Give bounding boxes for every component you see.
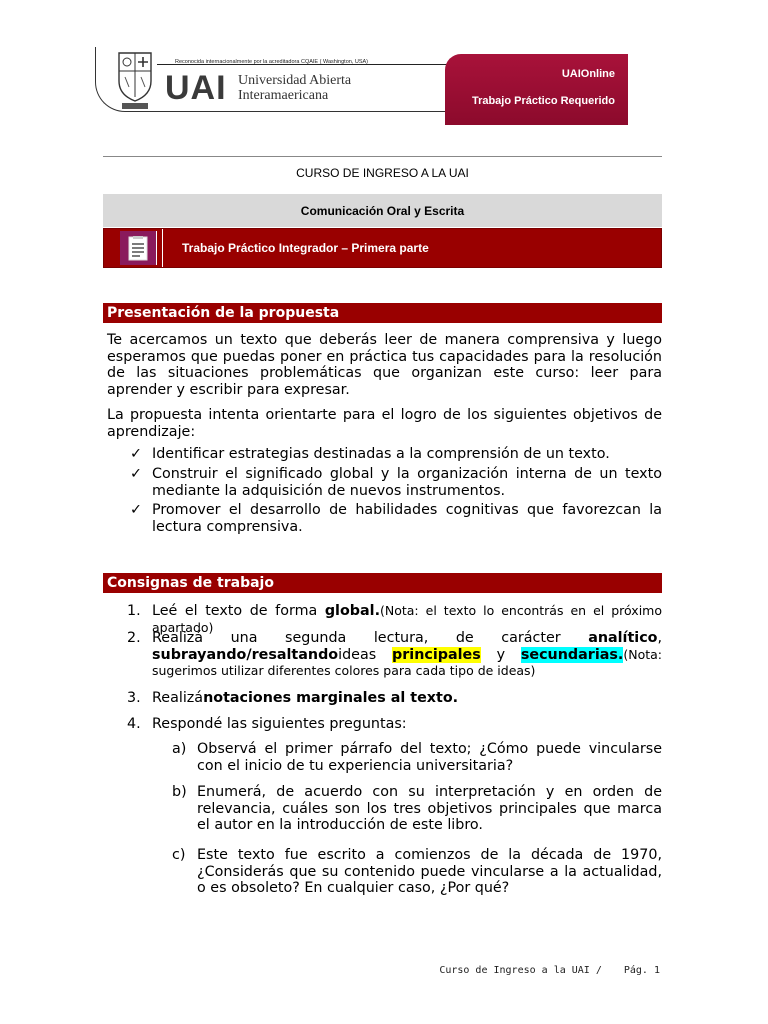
check-icon: ✓ bbox=[130, 466, 142, 482]
instruction-bold: subrayando/resaltando bbox=[152, 646, 339, 663]
objective-item bbox=[130, 466, 662, 499]
instruction-note: (Nota: sugerimos utilizar diferentes colores para cada tipo de ideas) bbox=[152, 646, 662, 678]
check-icon: ✓ bbox=[130, 502, 142, 518]
instruction-bold: analítico bbox=[588, 630, 658, 646]
section-heading-consignas: Consignas de trabajo bbox=[103, 573, 662, 593]
question-letter: b) bbox=[172, 784, 187, 800]
uaionline-badge bbox=[445, 54, 628, 125]
word: de bbox=[455, 630, 474, 646]
instruction-text bbox=[152, 630, 662, 680]
objective-text: Identificar estrategias destinadas a la comprensión de un texto. bbox=[152, 446, 610, 462]
instruction-bold: global. bbox=[324, 603, 380, 619]
instruction-bold: notaciones marginales al texto. bbox=[203, 690, 459, 706]
item-number: 2. bbox=[127, 630, 141, 646]
item-number: 1. bbox=[127, 603, 141, 619]
uaionline-label: UAIOnline bbox=[561, 68, 615, 80]
highlight-principales: principales bbox=[392, 646, 481, 663]
instruction-line-1: Realizá una segunda lectura, de carácter analítico, bbox=[152, 630, 663, 646]
objective-text: Construir el significado global y la organización interna de un texto mediante la adquisición de nuevos instrumentos. bbox=[152, 466, 662, 499]
footer-course: Curso de Ingreso a la UAI / bbox=[439, 965, 602, 976]
objective-item bbox=[130, 502, 662, 535]
instruction-note: (Nota: el texto lo encontrás en el próximo apartado) bbox=[152, 603, 662, 635]
instruction-text bbox=[152, 690, 662, 707]
question-item-b bbox=[172, 784, 662, 834]
question-text: Este texto fue escrito a comienzos de la década de 1970, ¿Considerás que su contenido puede vincularse a la actualidad, o es obsoleto? En cualquier caso, ¿Por qué? bbox=[197, 847, 662, 896]
question-text: Enumerá, de acuerdo con su interpretación y en orden de relevancia, cuáles son los tres objetivos principales que marca el autor en la introducción de este libro. bbox=[197, 784, 662, 833]
word: Realizá bbox=[152, 630, 204, 646]
university-name bbox=[238, 73, 351, 103]
instruction-item-4 bbox=[107, 716, 662, 733]
accreditation-text: Reconocida internacionalmente por la acreditadora CQAIE ( Washington, USA) bbox=[175, 59, 369, 65]
subject-banner bbox=[103, 194, 662, 227]
instruction-pre: Leé el texto de forma bbox=[152, 603, 325, 619]
instruction-item-2 bbox=[107, 630, 662, 680]
course-divider bbox=[103, 156, 662, 157]
instruction-pre: Realizá bbox=[152, 690, 204, 706]
instruction-plain: y bbox=[480, 646, 521, 663]
instruction-plain: ideas bbox=[338, 646, 393, 663]
subject-title: Comunicación Oral y Escrita bbox=[300, 203, 465, 218]
item-number: 3. bbox=[127, 690, 141, 706]
uai-crest-icon bbox=[117, 51, 153, 111]
instruction-text: Respondé las siguientes preguntas: bbox=[152, 716, 407, 732]
objectives-intro: La propuesta intenta orientarte para el logro de los siguientes objetivos de aprendizaje: bbox=[107, 407, 662, 440]
tp-required-label: Trabajo Práctico Requerido bbox=[471, 95, 615, 107]
objective-item bbox=[130, 446, 662, 463]
word: carácter bbox=[501, 630, 561, 646]
assignment-icon-box bbox=[120, 231, 157, 265]
word: lectura, bbox=[373, 630, 429, 646]
question-item-c bbox=[172, 847, 662, 897]
question-item-a bbox=[172, 741, 662, 774]
course-title: CURSO DE INGRESO A LA UAI bbox=[296, 166, 469, 180]
section-heading-presentacion: Presentación de la propuesta bbox=[103, 303, 662, 323]
word: una bbox=[230, 630, 258, 646]
intro-paragraph: Te acercamos un texto que deberás leer de manera comprensiva y luego esperamos que puedas poner en práctica tus capacidades para la resolución de las situaciones problemáticas que organizan este curso: leer para aprender y escribir para expresar. bbox=[107, 332, 662, 398]
question-letter: c) bbox=[172, 847, 186, 863]
word: segunda bbox=[285, 630, 347, 646]
question-text: Observá el primer párrafo del texto; ¿Cómo puede vincularse con el inicio de tu experiencia universitaria? bbox=[197, 741, 662, 774]
assignment-title: Trabajo Práctico Integrador – Primera parte bbox=[182, 241, 429, 255]
university-name-line1: Universidad Abierta bbox=[238, 73, 352, 88]
document-icon bbox=[128, 236, 148, 261]
objective-text: Promover el desarrollo de habilidades cognitivas que favorezcan la lectura comprensiva. bbox=[152, 502, 662, 535]
document-header bbox=[95, 47, 628, 125]
page-number: Pág. 1 bbox=[623, 965, 660, 976]
instruction-item-3 bbox=[107, 690, 662, 707]
uai-logo-text: UAI bbox=[165, 69, 227, 107]
university-name-line2: Interamaericana bbox=[238, 88, 329, 103]
page-footer bbox=[420, 965, 660, 976]
question-letter: a) bbox=[172, 741, 187, 757]
item-number: 4. bbox=[127, 716, 141, 732]
check-icon: ✓ bbox=[130, 446, 142, 462]
assignment-separator bbox=[162, 229, 163, 267]
highlight-secundarias: secundarias. bbox=[520, 646, 624, 663]
assignment-banner bbox=[103, 228, 662, 268]
